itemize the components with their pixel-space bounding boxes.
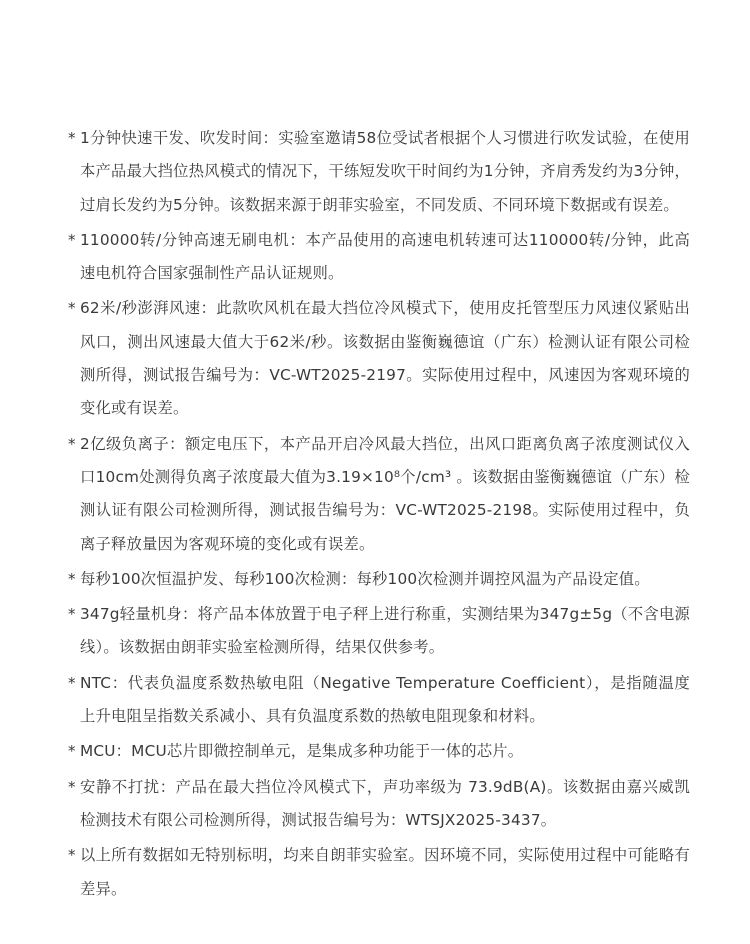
footnote-item — [68, 428, 690, 561]
footnote-text: 62米/秒澎湃风速：此款吹风机在最大挡位冷风模式下，使用皮托管型压力风速仪紧贴出风口，测出风速最大值大于62米/秒。该数据由鉴衡巍德谊（广东）检测认证有限公司检测所得，测试报告编号为：VC-WT2025-2197。实际使用过程中，风速因为客观环境的变化或有误差。 — [80, 299, 690, 418]
footnote-text: NTC：代表负温度系数热敏电阻（Negative Temperature Coefficient），是指随温度上升电阻呈指数关系减小、具有负温度系数的热敏电阻现象和材料。 — [80, 673, 690, 726]
footnote-text: 以上所有数据如无特别标明，均来自朗菲实验室。因环境不同，实际使用过程中可能略有差异。 — [80, 846, 690, 898]
footnote-item — [68, 771, 690, 838]
footnote-asterisk: * — [68, 777, 76, 796]
footnote-item — [68, 839, 690, 906]
footnote-item — [68, 667, 690, 734]
footnote-asterisk: * — [68, 230, 76, 249]
footnote-asterisk: * — [68, 299, 76, 318]
footnote-text: 2亿级负离子：额定电压下，本产品开启冷风最大挡位，出风口距离负离子浓度测试仪入口10cm处测得负离子浓度最大值为3.19×10⁸个/cm³ 。该数据由鉴衡巍德谊（广东）检测认证有限公司检测所得，测试报告编号为：VC-WT2025-2198。实际使用过程中，负离子释放量因为客观环境的变化或有误差。 — [80, 434, 690, 553]
footnote-text: 110000转/分钟高速无刷电机：本产品使用的高速电机转速可达110000转/分钟，此高速电机符合国家强制性产品认证规则。 — [80, 230, 690, 283]
footnote-asterisk: * — [68, 846, 76, 865]
footnote-item — [68, 563, 690, 596]
footnote-item — [68, 598, 690, 665]
footnote-list — [68, 122, 690, 908]
footnote-asterisk: * — [68, 742, 76, 761]
footnote-text: 1分钟快速干发、吹发时间：实验室邀请58位受试者根据个人习惯进行吹发试验，在使用本产品最大挡位热风模式的情况下，干练短发吹干时间约为1分钟，齐肩秀发约为3分钟，过肩长发约为5分钟。该数据来源于朗菲实验室，不同发质、不同环境下数据或有误差。 — [80, 129, 690, 214]
footnote-asterisk: * — [68, 673, 76, 692]
footnote-item — [68, 292, 690, 425]
footnote-item — [68, 224, 690, 291]
footnote-item — [68, 122, 690, 222]
footnote-asterisk: * — [68, 434, 76, 453]
footnote-text: 每秒100次恒温护发、每秒100次检测：每秒100次检测并调控风温为产品设定值。 — [80, 569, 650, 588]
footnote-asterisk: * — [68, 605, 76, 624]
footnote-asterisk: * — [68, 569, 76, 588]
footnote-item — [68, 735, 690, 768]
footnote-text: MCU：MCU芯片即微控制单元，是集成多种功能于一体的芯片。 — [80, 742, 524, 761]
footnote-text: 安静不打扰：产品在最大挡位冷风模式下，声功率级为 73.9dB(A)。该数据由嘉兴威凯检测技术有限公司检测所得，测试报告编号为：WTSJX2025-3437。 — [80, 777, 690, 829]
footnote-text: 347g轻量机身：将产品本体放置于电子秤上进行称重，实测结果为347g±5g（不含电源线）。该数据由朗菲实验室检测所得，结果仅供参考。 — [80, 605, 690, 657]
footnote-asterisk: * — [68, 129, 76, 147]
